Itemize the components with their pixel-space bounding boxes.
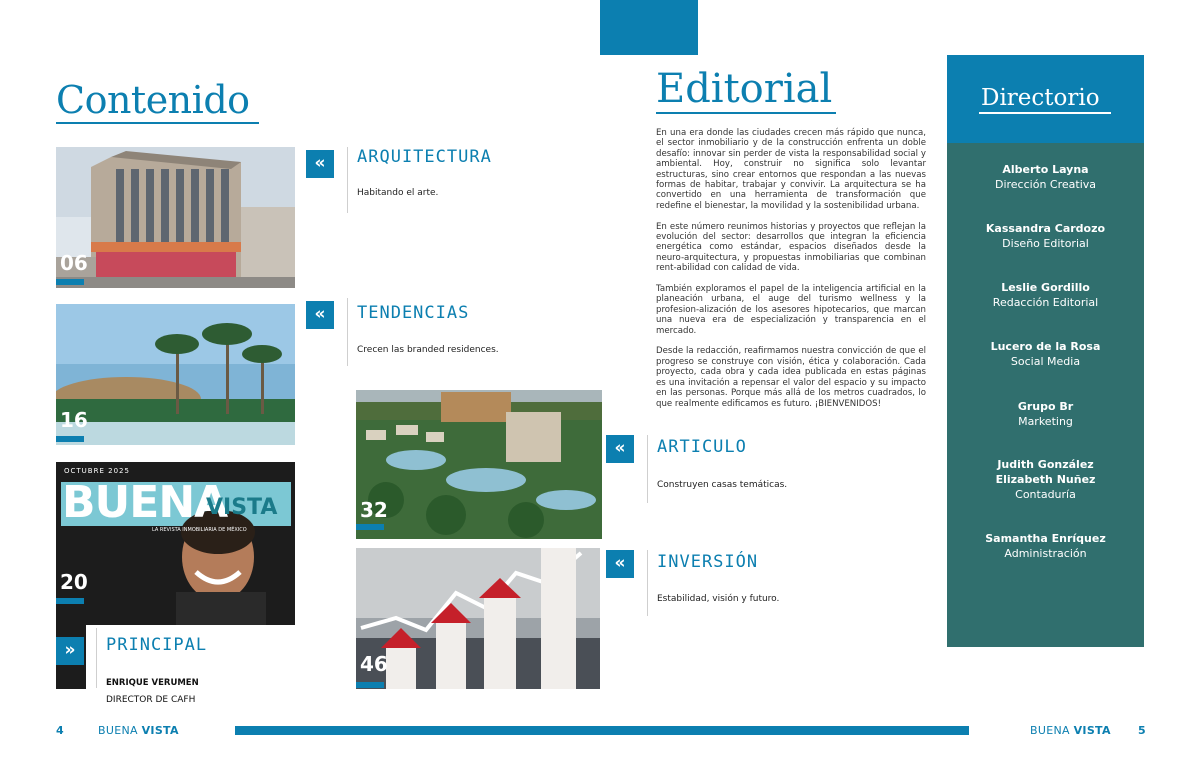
number-bar: [56, 436, 84, 442]
entry-name: Grupo Br: [1017, 400, 1074, 413]
section-desc-tendencias: Crecen las branded residences.: [357, 345, 499, 355]
brand-b: VISTA: [141, 724, 179, 737]
section-divider: [347, 298, 348, 366]
section-number: 16: [60, 408, 88, 432]
directorio-entry: [947, 162, 1144, 192]
editorial-paragraph: En este número reunimos historias y proyectos que reflejan la evolución del sector: desarrollos que integran la eficiencia energética como estándar, espacios diseñados desde la neuro-arquitectura, y propuestas inmobiliarias que combinan rent-abilidad con calidad de vida.: [656, 221, 926, 274]
section-desc-inversion: Estabilidad, visión y futuro.: [657, 594, 780, 604]
cover-word-buena: BUENA: [62, 477, 228, 528]
section-number: 32: [360, 498, 388, 522]
entry-name: Kassandra Cardozo: [985, 222, 1106, 235]
principal-cover-photo: [56, 462, 295, 625]
title-underline: [56, 122, 259, 124]
brand-a: BUENA: [1030, 724, 1070, 737]
section-divider: [647, 435, 648, 503]
section-title-principal: PRINCIPAL: [106, 635, 208, 655]
cover-word-vista: VISTA: [206, 495, 278, 520]
entry-role: Dirección Creativa: [994, 178, 1096, 191]
section-title-tendencias: TENDENCIAS: [357, 303, 470, 323]
directorio-title: Directorio: [981, 85, 1100, 111]
directorio-panel: [947, 143, 1144, 647]
editorial-paragraph: En una era donde las ciudades crecen más rápido que nunca, el sector inmobiliario y de la construcción enfrenta un doble desafío: innovar sin perder de vista la responsabilidad social y ambiental. Hoy, construir no significa solo levantar estructuras, sino crear entornos que respondan a las nuevas formas de habitar, trabajar y convivir. La arquitectura se ha convertido en una herramienta de transformación que redefine el bienestar, la movilidad y la sostenibilidad urbana.: [656, 128, 926, 211]
footer-brand-left: [98, 724, 179, 737]
directorio-entry: [947, 399, 1144, 429]
editorial-paragraph: Desde la redacción, reafirmamos nuestra convicción de que el progreso se construye con visión, ética y colaboración. Cada proyecto, cada obra y cada idea publicada en estas páginas es una invitación a repensar el valor del espacio y su impacto en las personas. Porque más allá de los metros cuadrados, lo que realmente edificamos es futuro. ¡BIENVENIDOS!: [656, 346, 926, 409]
chevron-left-icon[interactable]: «: [306, 150, 334, 178]
footer-bar: [235, 726, 969, 735]
editorial-title: Editorial: [656, 66, 833, 112]
chevron-left-icon[interactable]: «: [306, 301, 334, 329]
arquitectura-photo: [56, 147, 295, 288]
directorio-entry: [947, 531, 1144, 561]
tendencias-photo: [56, 304, 295, 445]
entry-name: Judith González: [997, 458, 1094, 471]
entry-role: Redacción Editorial: [992, 296, 1099, 309]
entry-name: Samantha Enríquez: [985, 532, 1106, 545]
page-number-right: 5: [1138, 724, 1146, 737]
inversion-photo: [356, 548, 600, 689]
number-bar: [56, 279, 84, 285]
directorio-entry: [947, 221, 1144, 251]
section-desc-articulo: Construyen casas temáticas.: [657, 480, 788, 490]
section-divider: [96, 628, 97, 688]
chevron-left-icon[interactable]: «: [606, 550, 634, 578]
section-number: 46: [360, 652, 388, 676]
cover-tagline: LA REVISTA INMOBILIARIA DE MÉXICO: [152, 527, 247, 533]
entry-name: Leslie Gordillo: [1001, 281, 1090, 294]
entry-name: Alberto Layna: [1002, 163, 1089, 176]
page-number-left: 4: [56, 724, 64, 737]
entry-role: Marketing: [1018, 415, 1073, 428]
chevron-right-icon[interactable]: »: [56, 637, 84, 665]
entry-role: Contaduría: [1015, 488, 1076, 501]
brand-a: BUENA: [98, 724, 138, 737]
articulo-photo: [356, 390, 602, 539]
editorial-paragraph: También exploramos el papel de la inteligencia artificial en la planeación urbana, el auge del turismo wellness y la profesion-alización de los asesores hipotecarios, que marcan una nueva era de especialización y transparencia en el mercado.: [656, 284, 926, 336]
entry-role: Administración: [1004, 547, 1087, 560]
principal-person-role: DIRECTOR DE CAFH: [106, 695, 196, 705]
directorio-entry: [947, 339, 1144, 369]
section-number: 20: [60, 570, 88, 594]
entry-role: Social Media: [1010, 355, 1081, 368]
editorial-body: [656, 128, 926, 419]
title-underline: [979, 112, 1111, 114]
number-bar: [356, 524, 384, 530]
section-divider: [647, 550, 648, 616]
directorio-entry: [947, 280, 1144, 310]
contenido-title: Contenido: [56, 78, 250, 122]
number-bar: [56, 598, 84, 604]
section-title-inversion: INVERSIÓN: [657, 552, 759, 572]
footer-brand-right: [1030, 724, 1111, 737]
number-bar: [356, 682, 384, 688]
section-number: 06: [60, 251, 88, 275]
cover-issue: OCTUBRE 2025: [64, 467, 130, 475]
section-desc-arquitectura: Habitando el arte.: [357, 188, 439, 198]
top-accent-bar: [600, 0, 698, 55]
principal-person-name: ENRIQUE VERUMEN: [106, 678, 199, 688]
entry-role: Diseño Editorial: [1002, 237, 1089, 250]
section-title-articulo: ARTICULO: [657, 437, 747, 457]
title-underline: [656, 112, 836, 114]
entry-name-2: Elizabeth Nuñez: [995, 473, 1096, 486]
chevron-left-icon[interactable]: «: [606, 435, 634, 463]
brand-b: VISTA: [1073, 724, 1111, 737]
section-divider: [347, 147, 348, 213]
directorio-entry: [947, 457, 1144, 502]
entry-name: Lucero de la Rosa: [990, 340, 1101, 353]
section-title-arquitectura: ARQUITECTURA: [357, 147, 492, 167]
